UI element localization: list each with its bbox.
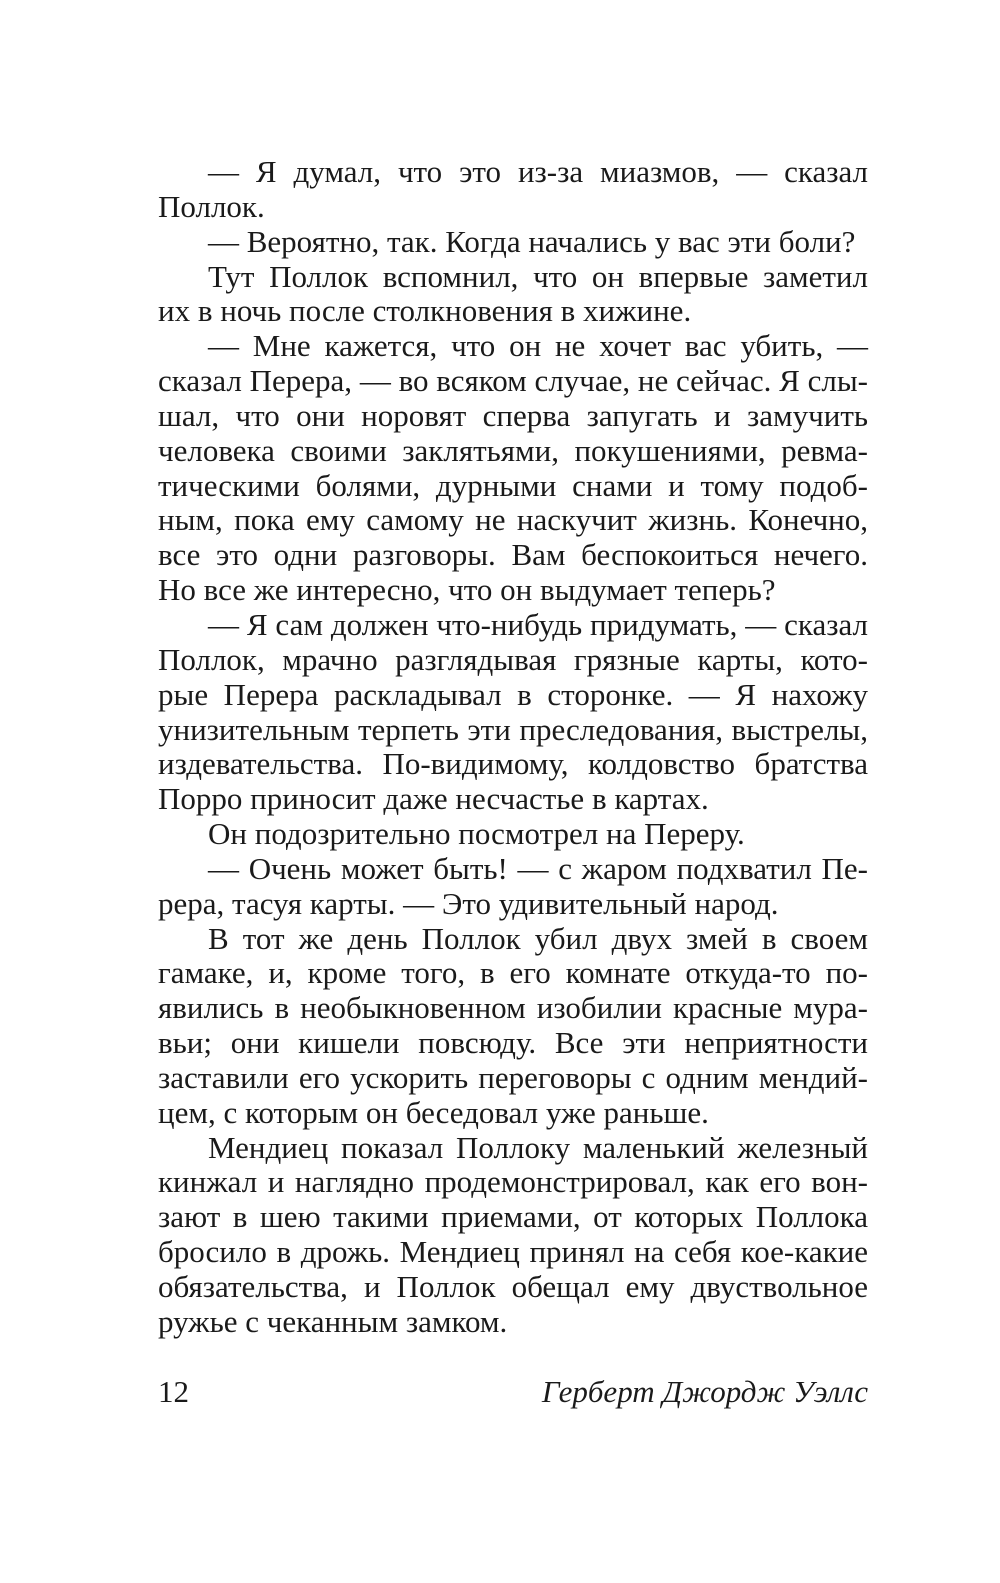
text-line: Поллок, мрачно разглядывая грязные карты, кото-: [158, 641, 868, 677]
text-line: рера, тасуя карты. — Это удивительный народ.: [158, 885, 779, 921]
text-line: В тот же день Поллок убил двух змей в своем: [208, 920, 868, 956]
text-line: гамаке, и, кроме того, в его комнате откуда-то по-: [158, 955, 868, 991]
text-line: сказал Перера, — во всяком случае, не сейчас. Я слы-: [158, 363, 868, 399]
text-line: Поллок.: [158, 188, 265, 224]
text-line: зают в шею такими приемами, от которых Поллока: [158, 1199, 868, 1235]
text-line: Тут Поллок вспомнил, что он впервые заметил: [208, 258, 868, 294]
text-line: — Вероятно, так. Когда начались у вас эти боли?: [208, 223, 856, 259]
page-footer: [158, 1372, 868, 1412]
text-line: унизительным терпеть эти преследования, выстрелы,: [158, 711, 868, 747]
text-line: их в ночь после столкновения в хижине.: [158, 293, 692, 329]
text-line: человека своими заклятьями, покушениями, ревма-: [158, 432, 868, 468]
text-line: обязательства, и Поллок обещал ему двуствольное: [158, 1269, 868, 1304]
text-line: все это одни разговоры. Вам беспокоиться нечего.: [158, 537, 868, 573]
text-line: — Я думал, что это из-за миазмов, — сказал: [208, 154, 868, 189]
text-line: цем, с которым он беседовал уже раньше.: [158, 1094, 709, 1130]
text-line: ружье с чеканным замком.: [158, 1303, 508, 1339]
text-line: Порро приносит даже несчастье в картах.: [158, 781, 709, 817]
text-line: вьи; они кишели повсюду. Все эти неприятности: [158, 1025, 868, 1061]
running-author: Герберт Джордж Уэллс: [541, 1374, 868, 1409]
text-line: ным, пока ему самому не наскучит жизнь. Конечно,: [158, 502, 868, 538]
text-line: Он подозрительно посмотрел на Перeру.: [208, 816, 745, 852]
text-line: Но все же интересно, что он выдумает теперь?: [158, 572, 776, 608]
text-line: шал, что они норовят сперва запугать и замучить: [158, 397, 868, 433]
text-line: — Мне кажется, что он не хочет вас убить, —: [208, 328, 868, 364]
text-line: — Я сам должен что-нибудь придумать, — сказал: [208, 606, 868, 642]
text-line: рые Перера раскладывал в сторонке. — Я нахожу: [158, 676, 868, 712]
text-line: бросило в дрожь. Мендиец принял на себя кое-какие: [158, 1234, 868, 1270]
text-line: кинжал и наглядно продемонстрировал, как его вон-: [158, 1164, 868, 1200]
text-line: — Очень может быть! — с жаром подхватил Пе-: [208, 850, 868, 886]
text-line: тическими болями, дурными снами и тому подоб-: [158, 467, 868, 503]
text-line: явились в необыкновенном изобилии красные мура-: [158, 990, 868, 1026]
text-line: издевательства. По-видимому, колдовство братства: [158, 746, 868, 782]
text-line: заставили его ускорить переговоры с одним мендий-: [158, 1059, 868, 1095]
body-text: [158, 155, 868, 1340]
page-number: 12: [158, 1374, 189, 1409]
text-line: Мендиец показал Поллоку маленький железный: [208, 1129, 868, 1165]
